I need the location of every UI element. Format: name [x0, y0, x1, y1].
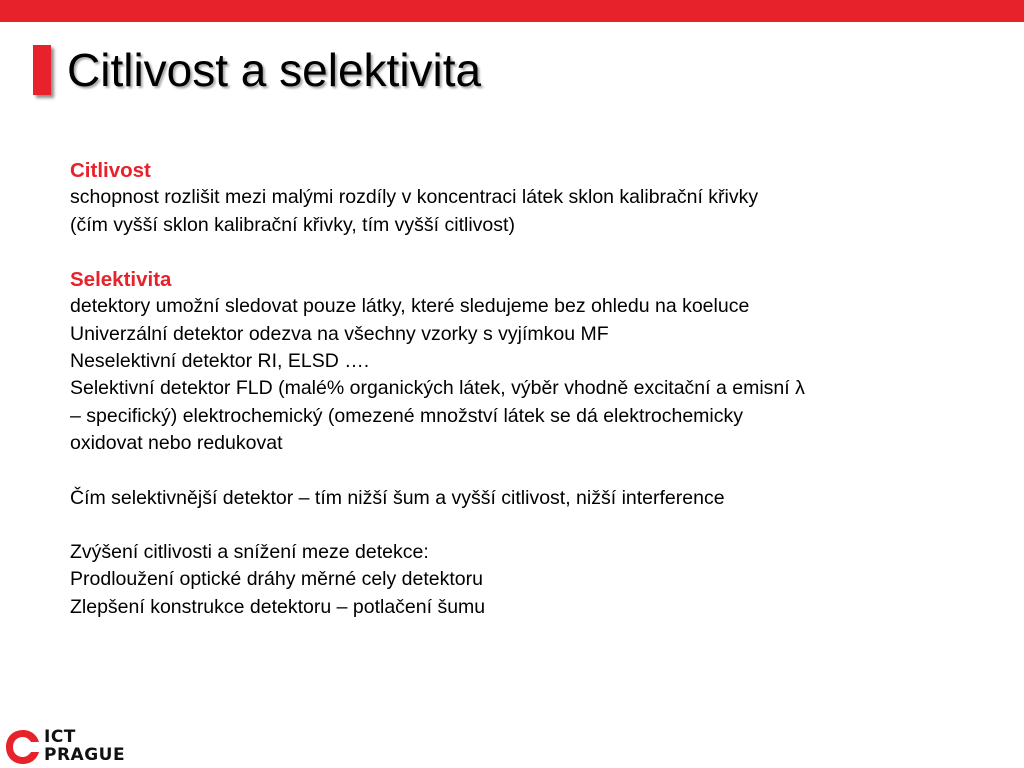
summary-line: Čím selektivnější detektor – tím nižší šum a vyšší citlivost, nižší interference — [70, 486, 725, 509]
spacer — [70, 457, 950, 484]
body-line: oxidovat nebo redukovat — [70, 431, 283, 454]
logo-text — [44, 728, 125, 764]
section-heading-selektivita: Selektivita — [70, 268, 172, 292]
section-heading-citlivost: Citlivost — [70, 159, 151, 182]
top-accent-bar — [0, 0, 1024, 22]
body-line: (čím vyšší sklon kalibrační křivky, tím vyšší citlivost) — [70, 213, 515, 236]
logo-line-ict: ICT — [44, 727, 76, 747]
spacer — [70, 512, 950, 539]
body-line: Prodloužení optické dráhy měrné cely detektoru — [70, 568, 483, 591]
body-line: Zlepšení konstrukce detektoru – potlačení šumu — [70, 595, 486, 618]
spacer — [70, 239, 950, 266]
slide-content — [70, 157, 950, 621]
body-line: Univerzální detektor odezva na všechny vzorky s vyjímkou MF — [70, 322, 609, 345]
title-marker — [33, 45, 51, 95]
body-line: detektory umožní sledovat pouze látky, které sledujeme bez ohledu na koeluce — [70, 295, 750, 318]
ict-prague-logo-icon — [4, 728, 42, 766]
ict-prague-logo — [4, 728, 124, 766]
slide-title: Citlivost a selektivita — [67, 44, 482, 96]
body-line: Neselektivní detektor RI, ELSD …. — [70, 350, 370, 373]
body-line: – specifický) elektrochemický (omezené množství látek se dá elektrochemicky — [70, 404, 743, 427]
logo-line-prague: PRAGUE — [44, 745, 126, 765]
body-line: Zvýšení citlivosti a snížení meze detekce: — [70, 541, 429, 564]
body-line: schopnost rozlišit mezi malými rozdíly v koncentraci látek sklon kalibrační křivky — [70, 186, 759, 209]
body-line: Selektivní detektor FLD (malé% organických látek, výběr vhodně excitační a emisní λ — [70, 377, 805, 400]
